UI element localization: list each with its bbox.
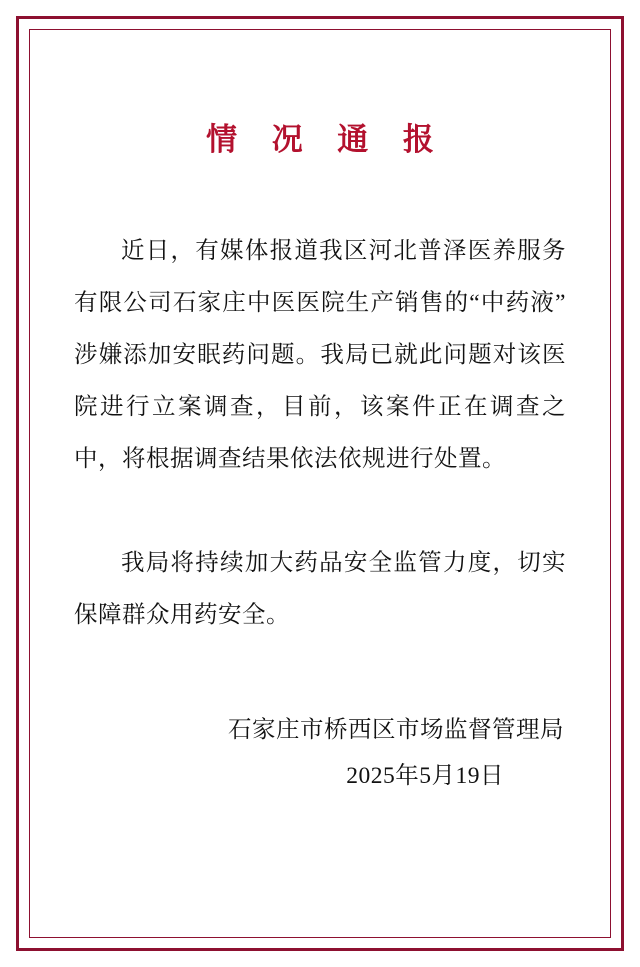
signature-block — [74, 707, 566, 799]
paragraph-2: 我局将持续加大药品安全监管力度，切实保障群众用药安全。 — [74, 550, 566, 628]
border-frame-inner — [29, 29, 611, 938]
border-frame-outer — [16, 16, 624, 951]
page-title: 情 况 通 报 — [206, 122, 447, 157]
issuing-organization: 石家庄市桥西区市场监督管理局 — [228, 717, 564, 743]
document-body — [74, 225, 566, 641]
issue-date: 2025年5月19日 — [346, 763, 504, 789]
paragraph-1: 近日，有媒体报道我区河北普泽医养服务有限公司石家庄中医医院生产销售的“中药液”涉嫌添加安眠药问题。我局已就此问题对该医院进行立案调查，目前，该案件正在调查之中，将根据调查结果依法依规进行处置。 — [74, 238, 566, 472]
